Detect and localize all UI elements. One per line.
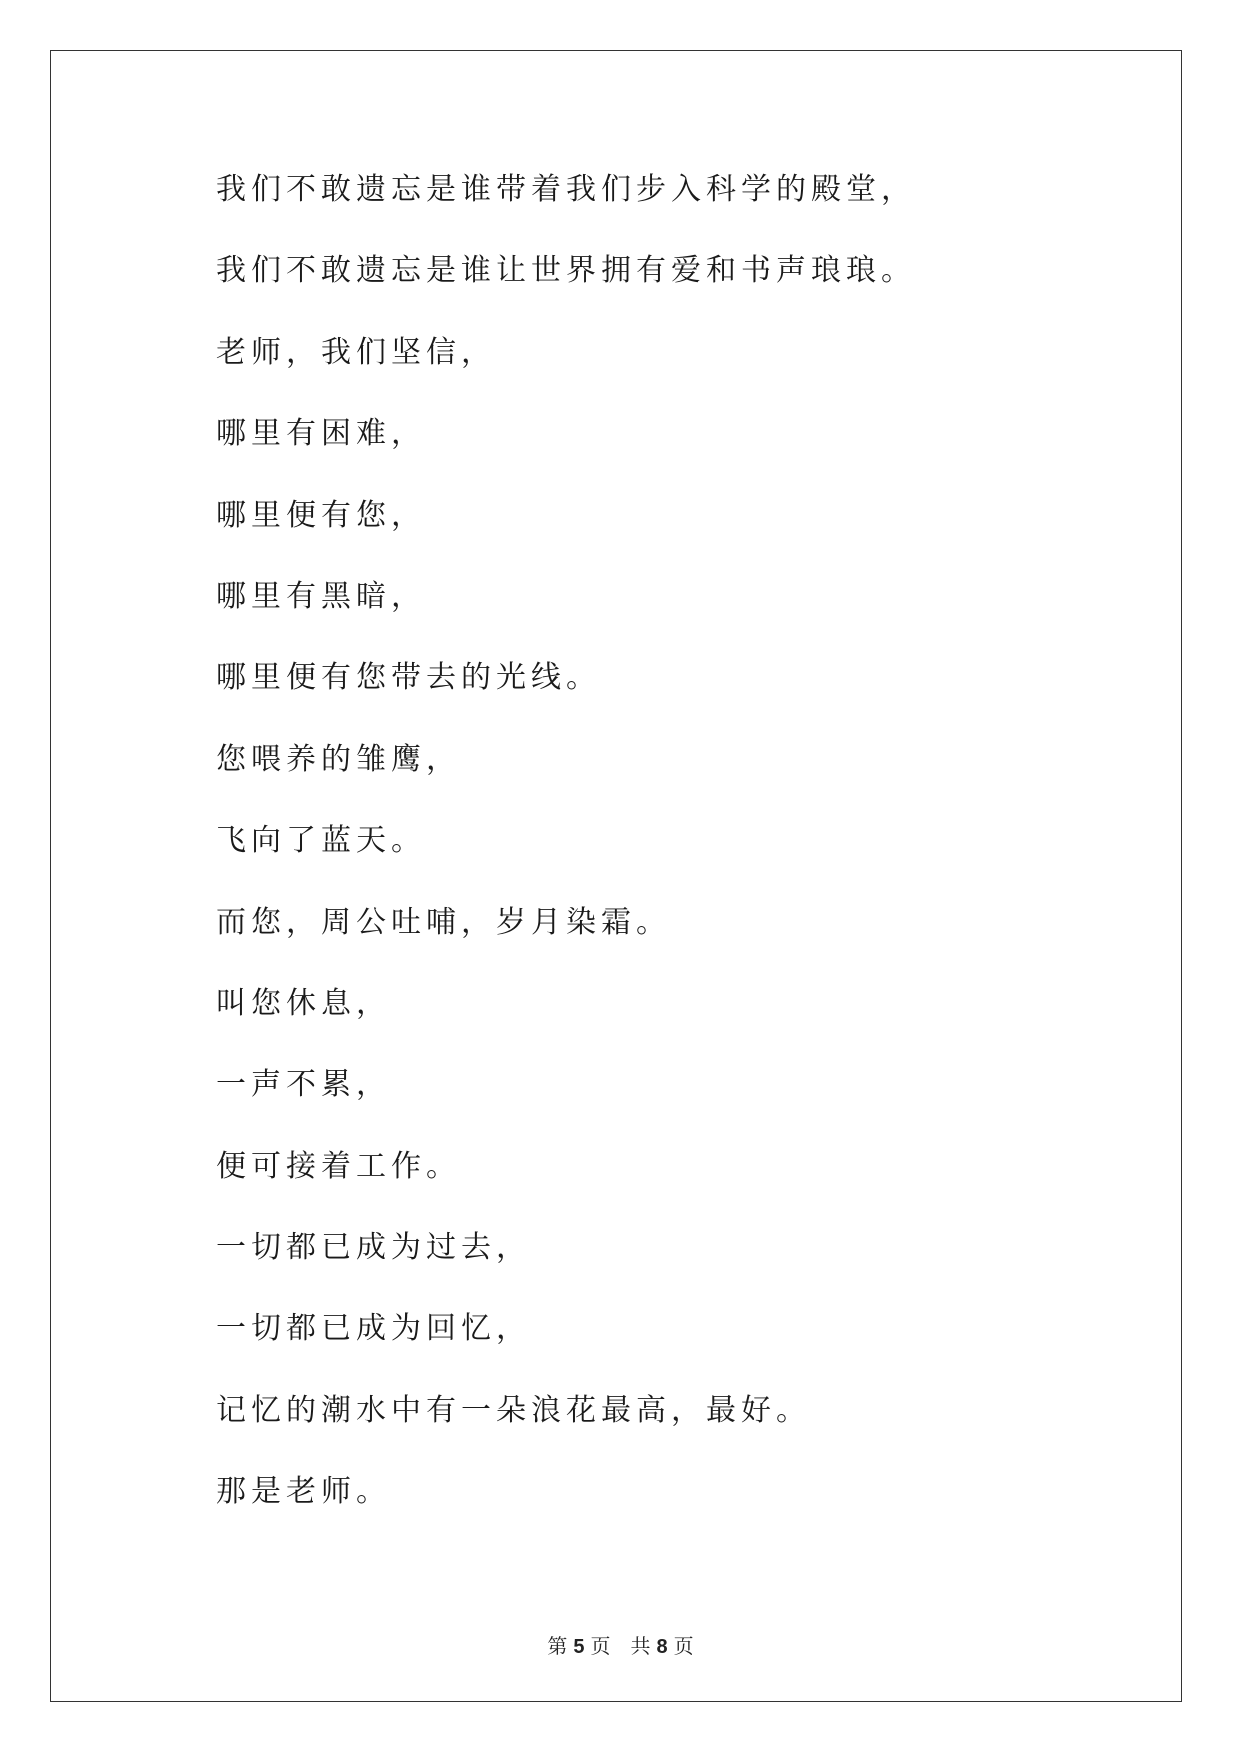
total-prefix: 共 [630, 1634, 651, 1658]
text-line-4: 哪里有困难， [216, 416, 426, 452]
page-number: 5 [573, 1636, 585, 1658]
text-line-7: 哪里便有您带去的光线。 [216, 660, 601, 696]
page-prefix: 第 [547, 1634, 568, 1658]
text-line-17: 那是老师。 [216, 1474, 391, 1510]
text-line-8: 您喂养的雏鹰， [216, 741, 461, 777]
document-body [216, 170, 1116, 1554]
page-suffix: 页 [590, 1634, 611, 1658]
text-line-12: 一声不累， [216, 1067, 391, 1103]
text-line-10: 而您，周公吐哺，岁月染霜。 [216, 904, 671, 940]
text-line-15: 一切都已成为回忆， [216, 1311, 531, 1347]
text-line-1: 我们不敢遗忘是谁带着我们步入科学的殿堂， [216, 172, 916, 207]
text-line-6: 哪里有黑暗， [216, 578, 426, 614]
text-line-14: 一切都已成为过去， [216, 1230, 531, 1266]
text-line-9: 飞向了蓝天。 [216, 823, 426, 859]
text-line-16: 记忆的潮水中有一朵浪花最高，最好。 [216, 1392, 811, 1428]
text-line-13: 便可接着工作。 [216, 1148, 461, 1184]
total-suffix: 页 [673, 1634, 694, 1658]
text-line-3: 老师，我们坚信， [216, 334, 496, 370]
text-line-2: 我们不敢遗忘是谁让世界拥有爱和书声琅琅。 [216, 253, 916, 289]
total-pages: 8 [656, 1636, 668, 1658]
page-footer [0, 1630, 1241, 1659]
text-line-5: 哪里便有您， [216, 497, 426, 533]
text-line-11: 叫您休息， [216, 985, 391, 1021]
